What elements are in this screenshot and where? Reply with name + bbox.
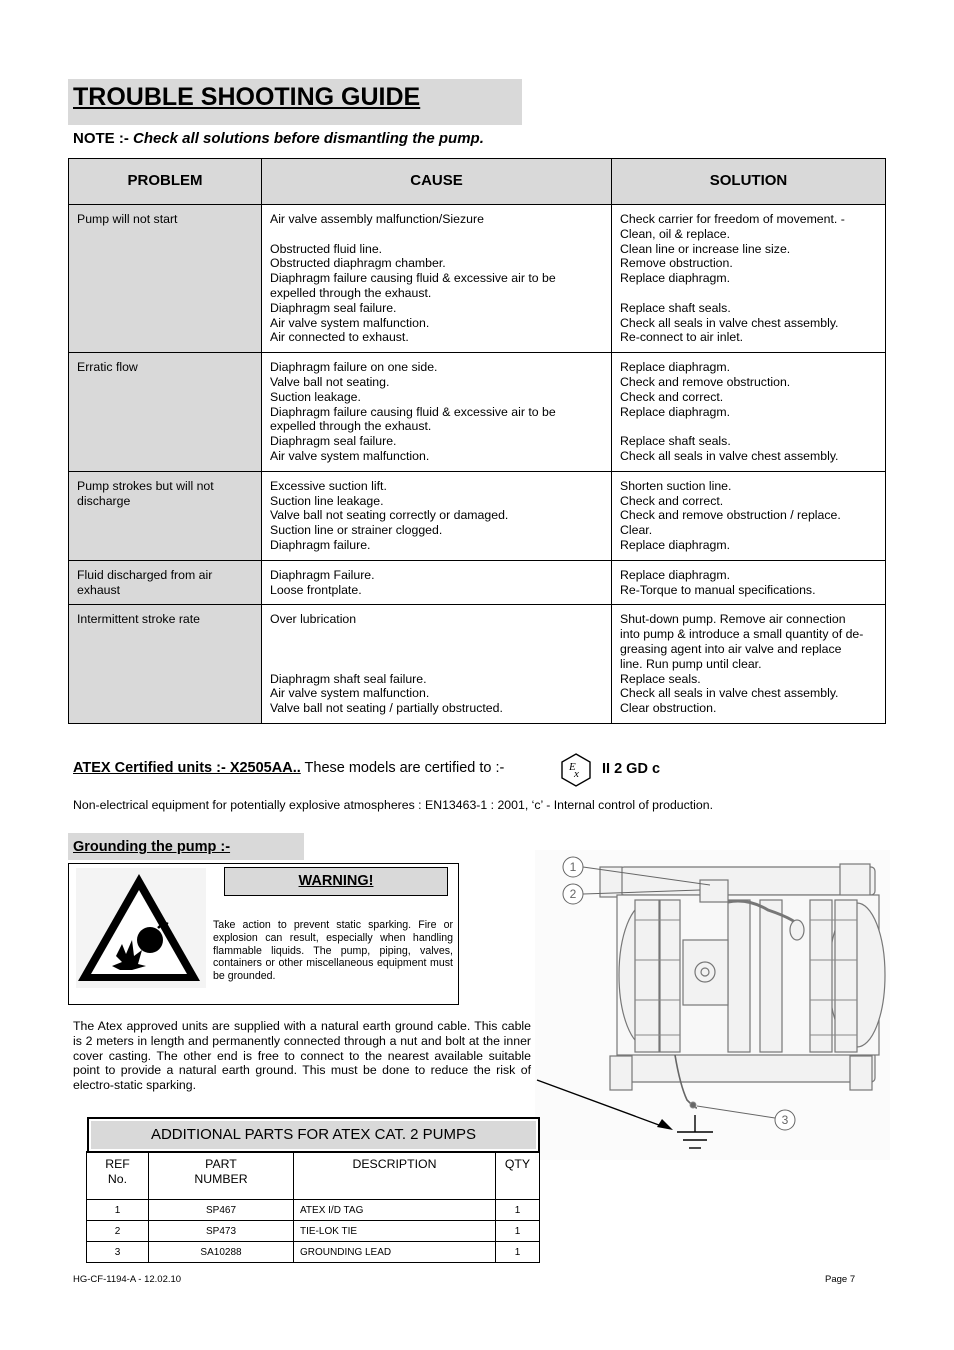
callout-2: 2 xyxy=(569,887,577,901)
solution-line xyxy=(620,286,877,301)
solution-line: Replace shaft seals. xyxy=(620,434,731,449)
cause-cell xyxy=(262,560,612,605)
parts-ref-cell: 3 xyxy=(87,1242,149,1263)
problem-text: Pump will not start xyxy=(77,212,178,226)
title-box xyxy=(68,79,522,125)
cause-line: Suction line or strainer clogged. xyxy=(270,523,443,538)
non-electrical-text: Non-electrical equipment for potentially explosive atmospheres : EN13463-1 : 2001, ‘c’ - Internal control of production. xyxy=(73,798,714,812)
atex-line xyxy=(73,760,504,776)
parts-ref-cell: 2 xyxy=(87,1221,149,1242)
parts-table xyxy=(86,1151,540,1263)
problem-text: Pump strokes but will not discharge xyxy=(77,478,214,508)
warning-title-box xyxy=(224,867,448,896)
atex-certification: II 2 GD c xyxy=(602,761,661,777)
solution-line: Check carrier for freedom of movement. - xyxy=(620,212,845,226)
problem-text: Intermittent stroke rate xyxy=(77,612,201,627)
parts-title-box xyxy=(87,1117,540,1153)
solution-cell xyxy=(612,605,886,724)
cause-line: Air connected to exhaust. xyxy=(270,330,409,345)
solution-line: Remove obstruction. xyxy=(620,256,733,271)
pump-grounding-diagram xyxy=(535,850,890,1160)
problem-cell xyxy=(69,205,262,353)
solution-line: Replace diaphragm. xyxy=(620,567,731,582)
solution-line: Re-Torque to manual specifications. xyxy=(620,582,816,597)
parts-row xyxy=(87,1200,540,1221)
header-ref: REF No. xyxy=(87,1152,149,1200)
parts-qty-cell: 1 xyxy=(496,1221,540,1242)
note-label: NOTE :- xyxy=(73,130,129,147)
problem-cell xyxy=(69,560,262,605)
solution-line: Check and remove obstruction. xyxy=(620,374,791,389)
cause-line: Obstructed diaphragm chamber. xyxy=(270,256,446,271)
table-row xyxy=(69,205,886,353)
parts-part-cell: SP473 xyxy=(149,1221,294,1242)
cause-line: Diaphragm Failure. xyxy=(270,567,375,582)
cause-line xyxy=(270,627,603,642)
parts-row xyxy=(87,1242,540,1263)
cause-line: Air valve assembly malfunction/Siezure xyxy=(270,212,484,226)
callout-3: 3 xyxy=(781,1113,789,1127)
solution-line: into pump & introduce a small quantity of de- xyxy=(620,627,864,642)
grounding-description: The Atex approved units are supplied with a natural earth ground cable. This cable is 2 meters in length and permanently connected through a nut and bolt at the inner cover casting. The other end is free to connect to the nearest available suitable point to provide a natural earth ground. This must be done to reduce the risk of electro-static sparking. xyxy=(73,1019,531,1093)
cause-cell xyxy=(262,205,612,353)
cause-line: Obstructed fluid line. xyxy=(270,241,383,256)
cause-line: Air valve system malfunction. xyxy=(270,448,430,463)
solution-line: Check and correct. xyxy=(620,389,724,404)
solution-line: Check all seals in valve chest assembly. xyxy=(620,448,839,463)
cause-line: Suction line leakage. xyxy=(270,493,384,508)
solution-line: Replace shaft seals. xyxy=(620,300,731,315)
warning-text: Take action to prevent static sparking. Fire or explosion can result, especially when handling flammable liquids. The pump, piping, valves, containers or other miscellaneous equipment must be grounded. xyxy=(213,919,453,983)
parts-description-cell: TIE-LOK TIE xyxy=(294,1221,496,1242)
footer-doc-ref: HG-CF-1194-A - 12.02.10 xyxy=(73,1274,182,1285)
callout-1: 1 xyxy=(569,860,577,874)
atex-label: ATEX Certified units :- X2505AA.. xyxy=(73,760,301,776)
cause-cell xyxy=(262,471,612,560)
solution-line: Clean line or increase line size. xyxy=(620,241,791,256)
table-row xyxy=(69,560,886,605)
solution-line: Check all seals in valve chest assembly. xyxy=(620,315,839,330)
cause-line: Diaphragm failure causing fluid & excessive air to be xyxy=(270,271,556,286)
parts-part-cell: SA10288 xyxy=(149,1242,294,1263)
warning-title: WARNING! xyxy=(298,873,374,889)
problem-cell xyxy=(69,471,262,560)
parts-header-row xyxy=(87,1152,540,1200)
ex-hexagon-icon xyxy=(560,753,592,787)
cause-line: Diaphragm shaft seal failure. xyxy=(270,671,427,686)
header-part-number: PART NUMBER xyxy=(149,1152,294,1200)
header-problem: PROBLEM xyxy=(69,159,262,205)
table-row xyxy=(69,605,886,724)
parts-description-cell: GROUNDING LEAD xyxy=(294,1242,496,1263)
solution-cell xyxy=(612,471,886,560)
header-description: DESCRIPTION xyxy=(294,1152,496,1200)
cause-line: Air valve system malfunction. xyxy=(270,315,430,330)
solution-line: Shorten suction line. xyxy=(620,478,732,493)
ex-symbol-x: x xyxy=(574,768,579,780)
parts-title: ADDITIONAL PARTS FOR ATEX CAT. 2 PUMPS xyxy=(150,1126,477,1143)
solution-line: Replace diaphragm. xyxy=(620,271,731,286)
solution-line: Shut-down pump. Remove air connection xyxy=(620,612,846,627)
solution-line: Clean, oil & replace. xyxy=(620,226,731,241)
cause-line xyxy=(270,227,603,242)
solution-line: Check and remove obstruction / replace. xyxy=(620,508,841,523)
parts-row xyxy=(87,1221,540,1242)
cause-line: Diaphragm seal failure. xyxy=(270,434,397,449)
table-row xyxy=(69,353,886,472)
parts-ref-cell: 1 xyxy=(87,1200,149,1221)
cause-line xyxy=(270,642,603,657)
solution-line: Re-connect to air inlet. xyxy=(620,330,744,345)
header-solution: SOLUTION xyxy=(612,159,886,205)
table-row xyxy=(69,471,886,560)
cause-line: expelled through the exhaust. xyxy=(270,419,432,434)
problem-cell xyxy=(69,605,262,724)
problem-text: Erratic flow xyxy=(77,360,138,375)
solution-cell xyxy=(612,205,886,353)
cause-line: Valve ball not seating correctly or damaged. xyxy=(270,508,509,523)
cause-line: Air valve system malfunction. xyxy=(270,686,430,701)
cause-cell xyxy=(262,605,612,724)
footer-page: Page 7 xyxy=(825,1274,856,1285)
cause-line: Valve ball not seating / partially obstructed. xyxy=(270,701,503,716)
solution-line: Replace diaphragm. xyxy=(620,537,731,552)
cause-line: expelled through the exhaust. xyxy=(270,285,432,300)
cause-cell xyxy=(262,353,612,472)
table-header-row xyxy=(69,159,886,205)
solution-line: Clear obstruction. xyxy=(620,701,717,716)
cause-line: Diaphragm seal failure. xyxy=(270,300,397,315)
note xyxy=(73,130,484,147)
solution-cell xyxy=(612,353,886,472)
cause-line: Diaphragm failure causing fluid & excessive air to be xyxy=(270,404,556,419)
solution-cell xyxy=(612,560,886,605)
header-qty: QTY xyxy=(496,1152,540,1200)
problem-cell xyxy=(69,353,262,472)
solution-line: Clear. xyxy=(620,523,653,538)
grounding-heading-box xyxy=(68,833,304,860)
grounding-heading: Grounding the pump :- xyxy=(73,839,231,855)
solution-line: Check and correct. xyxy=(620,493,724,508)
solution-line: Replace diaphragm. xyxy=(620,360,731,375)
solution-line: Replace seals. xyxy=(620,671,701,686)
header-cause: CAUSE xyxy=(262,159,612,205)
explosion-warning-icon xyxy=(76,868,206,988)
atex-text: These models are certified to :- xyxy=(300,760,505,776)
note-text: Check all solutions before dismantling the pump. xyxy=(128,130,484,147)
cause-line: Diaphragm failure. xyxy=(270,537,371,552)
solution-line: Check all seals in valve chest assembly. xyxy=(620,686,839,701)
ex-symbol-e: E xyxy=(569,761,576,773)
parts-description-cell: ATEX I/D TAG xyxy=(294,1200,496,1221)
page-title: TROUBLE SHOOTING GUIDE xyxy=(73,83,421,111)
solution-line: line. Run pump until clear. xyxy=(620,656,762,671)
solution-line: greasing agent into air valve and replace xyxy=(620,641,842,656)
cause-line: Suction leakage. xyxy=(270,389,361,404)
cause-line: Diaphragm failure on one side. xyxy=(270,360,438,375)
troubleshooting-table xyxy=(68,158,886,724)
parts-qty-cell: 1 xyxy=(496,1200,540,1221)
cause-line: Over lubrication xyxy=(270,612,357,627)
cause-line: Loose frontplate. xyxy=(270,582,362,597)
parts-qty-cell: 1 xyxy=(496,1242,540,1263)
cause-line xyxy=(270,657,603,672)
solution-line: Replace diaphragm. xyxy=(620,404,731,419)
cause-line: Valve ball not seating. xyxy=(270,374,390,389)
parts-part-cell: SP467 xyxy=(149,1200,294,1221)
solution-line xyxy=(620,419,877,434)
cause-line: Excessive suction lift. xyxy=(270,478,387,493)
problem-text: Fluid discharged from air exhaust xyxy=(77,567,213,597)
